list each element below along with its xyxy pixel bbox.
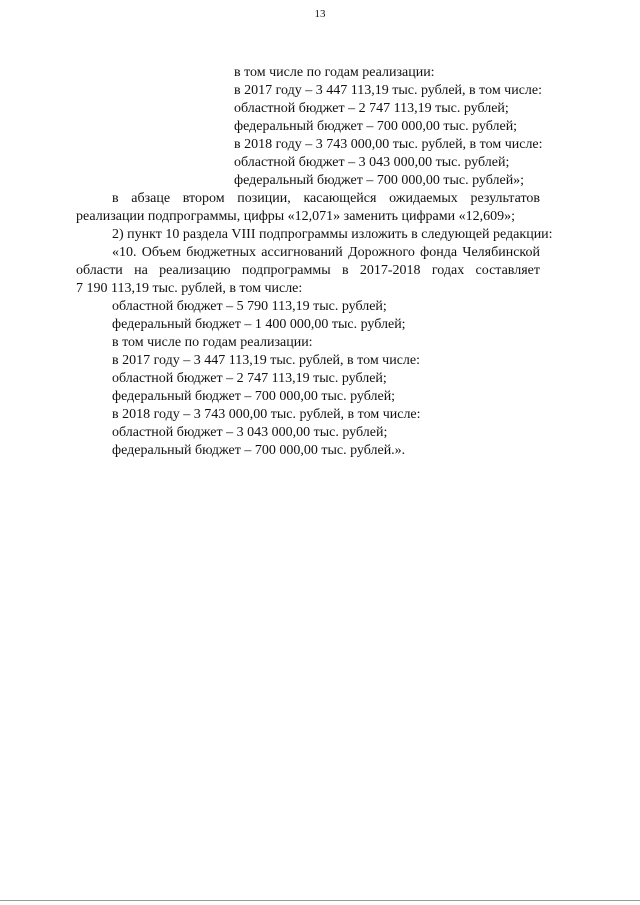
paragraph-line: реализации подпрограммы, цифры «12,071» заменить цифрами «12,609»; — [76, 209, 515, 224]
text-line: федеральный бюджет – 700 000,00 тыс. рублей.». — [112, 443, 406, 458]
paragraph-line: «10. Объем бюджетных ассигнований Дорожного фонда Челябинской — [112, 245, 540, 260]
text-line: федеральный бюджет – 700 000,00 тыс. рублей; — [112, 389, 396, 404]
text-line: в 2017 году – 3 447 113,19 тыс. рублей, в том числе: — [112, 353, 421, 368]
text-line: в том числе по годам реализации: — [112, 335, 313, 350]
paragraph-line: 7 190 113,19 тыс. рублей, в том числе: — [76, 281, 303, 296]
text-line: областной бюджет – 2 747 113,19 тыс. рублей; — [234, 101, 509, 116]
text-line: федеральный бюджет – 1 400 000,00 тыс. рублей; — [112, 317, 406, 332]
paragraph-line: в абзаце втором позиции, касающейся ожидаемых результатов — [112, 191, 540, 206]
text-line: областной бюджет – 3 043 000,00 тыс. рублей; — [112, 425, 388, 440]
text-line: федеральный бюджет – 700 000,00 тыс. рублей»; — [234, 173, 525, 188]
text-line: в том числе по годам реализации: — [234, 65, 435, 80]
text-line: в 2018 году – 3 743 000,00 тыс. рублей, в том числе: — [234, 137, 543, 152]
paragraph-line: 2) пункт 10 раздела VIII подпрограммы изложить в следующей редакции: — [112, 227, 553, 242]
text-line: областной бюджет – 2 747 113,19 тыс. рублей; — [112, 371, 387, 386]
page-number: 13 — [314, 8, 326, 20]
paragraph-line: области на реализацию подпрограммы в 2017-2018 годах составляет — [76, 263, 540, 278]
text-line: федеральный бюджет – 700 000,00 тыс. рублей; — [234, 119, 518, 134]
text-line: в 2017 году – 3 447 113,19 тыс. рублей, в том числе: — [234, 83, 543, 98]
text-line: областной бюджет – 5 790 113,19 тыс. рублей; — [112, 299, 387, 314]
text-line: в 2018 году – 3 743 000,00 тыс. рублей, в том числе: — [112, 407, 421, 422]
text-line: областной бюджет – 3 043 000,00 тыс. рублей; — [234, 155, 510, 170]
page-bottom-edge — [0, 900, 640, 901]
